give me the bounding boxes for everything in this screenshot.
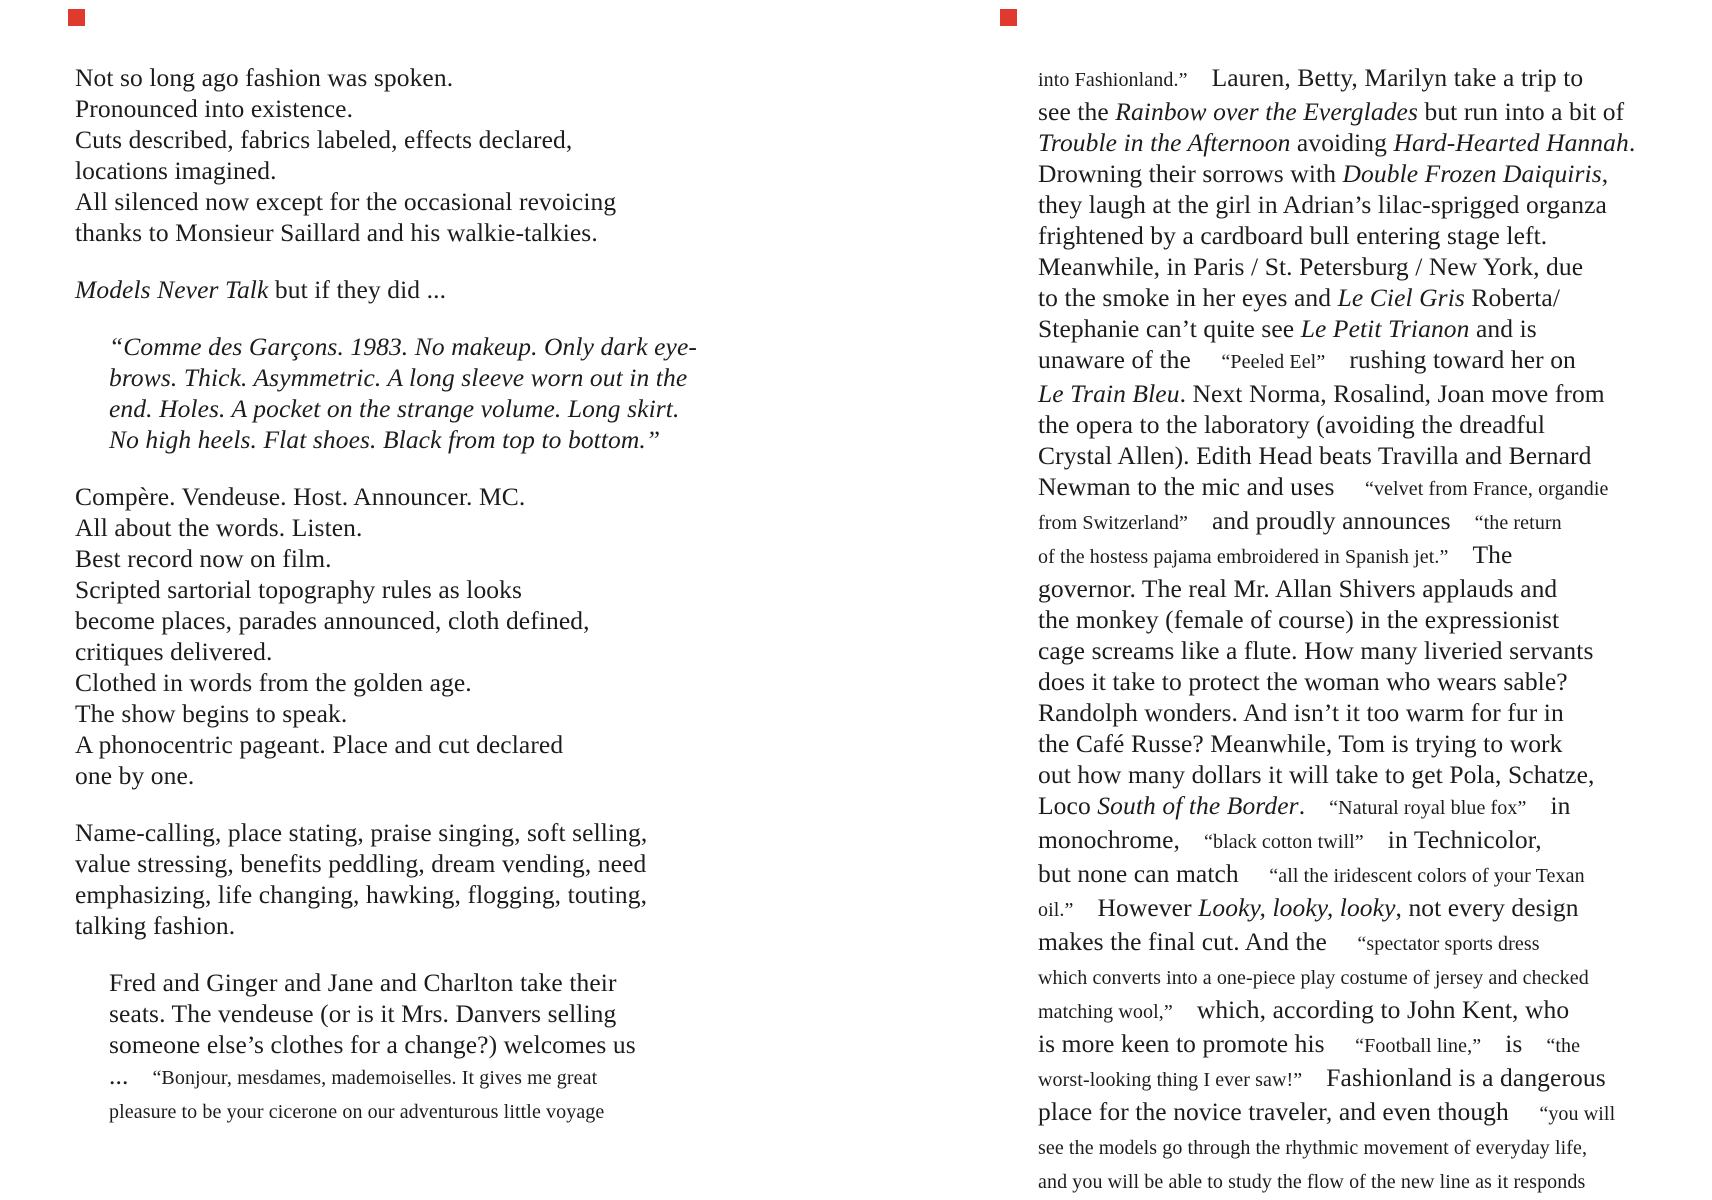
text-segment: Clothed in words from the golden age.: [75, 668, 472, 697]
text-segment: No high heels. Flat shoes. Black from top to bottom.”: [109, 425, 661, 454]
text-line: [109, 331, 697, 362]
text-line: [1038, 635, 1635, 666]
text-segment: out how many dollars it will take to get Pola, Schatze,: [1038, 760, 1595, 789]
right-page-text-column: [1038, 62, 1635, 1198]
text-segment: Name-calling, place stating, praise singing, soft selling,: [75, 818, 648, 847]
text-line: [75, 636, 655, 667]
text-line: [1038, 127, 1635, 158]
text-line: [109, 967, 655, 998]
text-line: [75, 698, 655, 729]
text-line: [75, 217, 655, 248]
text-segment: All silenced now except for the occasional revoicing: [75, 187, 617, 216]
text-segment: , not every design: [1395, 893, 1579, 922]
text-segment: Fashionland is a dangerous: [1326, 1063, 1606, 1092]
left-page-text-column: [75, 62, 697, 1128]
text-segment: governor. The real Mr. Allan Shivers applauds and: [1038, 574, 1558, 603]
paragraph-block: [109, 331, 697, 455]
text-segment: “Comme des Garçons. 1983. No makeup. Only dark eye-: [109, 332, 697, 361]
text-line: [1038, 1096, 1635, 1130]
text-segment: Best record now on film.: [75, 544, 332, 573]
text-segment: Scripted sartorial topography rules as looks: [75, 575, 523, 604]
text-segment: frightened by a cardboard bull entering stage left.: [1038, 221, 1548, 250]
text-line: [109, 1094, 655, 1128]
text-segment: from Switzerland”: [1038, 512, 1188, 534]
text-line: [1038, 824, 1635, 858]
text-line: [75, 848, 655, 879]
text-line: [75, 760, 655, 791]
text-line: [1038, 539, 1635, 573]
text-segment: “Bonjour, mesdames, mademoiselles. It gives me great: [152, 1067, 598, 1089]
text-segment: Trouble in the Afternoon: [1038, 128, 1291, 157]
text-segment: However: [1097, 893, 1199, 922]
text-segment: makes the final cut. And the: [1038, 927, 1334, 956]
text-segment: thanks to Monsieur Saillard and his walkie-talkies.: [75, 218, 598, 247]
text-segment: “black cotton twill”: [1204, 831, 1364, 853]
text-segment: which, according to John Kent, who: [1196, 995, 1570, 1024]
text-line: [75, 667, 655, 698]
text-segment: Roberta/: [1464, 283, 1561, 312]
text-segment: “spectator sports dress: [1357, 933, 1540, 955]
text-line: [109, 393, 680, 424]
text-line: [75, 124, 655, 155]
text-segment: “velvet from France, organdie: [1364, 478, 1609, 500]
text-segment: but none can match: [1038, 859, 1246, 888]
text-segment: Compère. Vendeuse. Host. Announcer. MC.: [75, 482, 526, 511]
text-line: [75, 186, 655, 217]
text-segment: ...: [109, 1061, 129, 1090]
text-line: [75, 62, 655, 93]
text-line: [1038, 994, 1635, 1028]
text-segment: but run into a bit of: [1418, 97, 1625, 126]
text-line: [109, 1060, 655, 1094]
text-line: [75, 879, 655, 910]
text-segment: Fred and Ginger and Jane and Charlton take their: [109, 968, 617, 997]
text-line: [1038, 892, 1635, 926]
text-line: [1038, 604, 1635, 635]
text-segment: . Next Norma, Rosalind, Joan move from: [1179, 379, 1605, 408]
text-segment: place for the novice traveler, and even though: [1038, 1097, 1516, 1126]
text-segment: avoiding: [1290, 128, 1394, 157]
paragraph-block: [109, 967, 655, 1128]
text-segment: in: [1550, 791, 1571, 820]
text-line: [1038, 158, 1635, 189]
text-segment: Randolph wonders. And isn’t it too warm for fur in: [1038, 698, 1564, 727]
text-line: [75, 512, 655, 543]
text-segment: emphasizing, life changing, hawking, flogging, touting,: [75, 880, 648, 909]
text-segment: in Technicolor,: [1387, 825, 1542, 854]
text-segment: matching wool,”: [1038, 1001, 1173, 1023]
text-segment: but if they did ...: [268, 275, 447, 304]
text-segment: of the hostess pajama embroidered in Spanish jet.”: [1038, 546, 1449, 568]
text-line: [1038, 96, 1635, 127]
text-line: [109, 1029, 655, 1060]
right-page-red-square-marker: [1000, 9, 1017, 26]
text-segment: end. Holes. A pocket on the strange volume. Long skirt.: [109, 394, 680, 423]
text-segment: talking fashion.: [75, 911, 236, 940]
text-segment: value stressing, benefits peddling, dream vending, need: [75, 849, 647, 878]
text-segment: Rainbow over the Everglades: [1115, 97, 1418, 126]
text-line: [1038, 378, 1635, 409]
text-segment: is more keen to promote his: [1038, 1029, 1332, 1058]
text-line: [75, 729, 655, 760]
text-segment: Le Petit Trianon: [1300, 314, 1470, 343]
text-line: [1038, 62, 1635, 96]
text-line: [109, 998, 655, 1029]
text-line: [1038, 926, 1635, 960]
text-line: [1038, 440, 1635, 471]
text-segment: the opera to the laboratory (avoiding the dreadful: [1038, 410, 1546, 439]
text-line: [1038, 759, 1635, 790]
text-segment: Le Train Bleu: [1038, 379, 1180, 408]
text-segment: Cuts described, fabrics labeled, effects declared,: [75, 125, 573, 154]
text-segment: become places, parades announced, cloth defined,: [75, 606, 590, 635]
text-line: [75, 274, 655, 305]
text-segment: .: [1628, 128, 1636, 157]
text-segment: into Fashionland.”: [1038, 69, 1188, 91]
text-segment: one by one.: [75, 761, 195, 790]
text-line: [75, 605, 655, 636]
text-segment: .: [1298, 791, 1306, 820]
text-segment: worst-looking thing I ever saw!”: [1038, 1069, 1303, 1091]
text-segment: Pronounced into existence.: [75, 94, 354, 123]
text-segment: pleasure to be your cicerone on our adventurous little voyage: [109, 1101, 605, 1123]
text-segment: Drowning their sorrows with: [1038, 159, 1343, 188]
text-segment: The: [1472, 540, 1513, 569]
text-line: [1038, 697, 1635, 728]
text-segment: rushing toward her on: [1349, 345, 1576, 374]
text-segment: does it take to protect the woman who wears sable?: [1038, 667, 1568, 696]
text-segment: “the: [1546, 1035, 1581, 1057]
text-segment: Crystal Allen). Edith Head beats Travilla and Bernard: [1038, 441, 1592, 470]
text-segment: Models Never Talk: [75, 275, 269, 304]
text-segment: Newman to the mic and uses: [1038, 472, 1341, 501]
text-line: [1038, 1062, 1635, 1096]
text-line: [75, 481, 655, 512]
text-segment: see the models go through the rhythmic movement of everyday life,: [1038, 1137, 1588, 1159]
text-segment: Looky, looky, looky: [1198, 893, 1396, 922]
text-line: [75, 910, 655, 941]
text-segment: “the return: [1474, 512, 1562, 534]
text-segment: is: [1505, 1029, 1523, 1058]
text-segment: Le Ciel Gris: [1337, 283, 1465, 312]
text-segment: All about the words. Listen.: [75, 513, 363, 542]
text-line: [75, 543, 655, 574]
text-line: [1038, 573, 1635, 604]
text-line: [1038, 344, 1635, 378]
text-segment: and is: [1469, 314, 1537, 343]
text-line: [1038, 728, 1635, 759]
text-line: [1038, 220, 1635, 251]
text-line: [75, 93, 655, 124]
text-segment: seats. The vendeuse (or is it Mrs. Danvers selling: [109, 999, 617, 1028]
paragraph-block: [75, 817, 655, 941]
text-line: [109, 424, 661, 455]
text-segment: Stephanie can’t quite see: [1038, 314, 1301, 343]
text-segment: “all the iridescent colors of your Texan: [1269, 865, 1585, 887]
paragraph-block: [75, 481, 655, 791]
text-segment: someone else’s clothes for a change?) welcomes us: [109, 1030, 636, 1059]
text-segment: which converts into a one-piece play costume of jersey and checked: [1038, 967, 1589, 989]
text-segment: “Football line,”: [1355, 1035, 1482, 1057]
text-segment: ,: [1601, 159, 1609, 188]
text-segment: A phonocentric pageant. Place and cut declared: [75, 730, 564, 759]
text-line: [1038, 471, 1635, 505]
text-segment: Hard-Hearted Hannah: [1393, 128, 1629, 157]
paragraph-block: [75, 62, 655, 248]
text-segment: The show begins to speak.: [75, 699, 348, 728]
text-line: [1038, 1164, 1635, 1198]
text-segment: Double Frozen Daiquiris: [1342, 159, 1602, 188]
text-line: [1038, 505, 1635, 539]
text-segment: Meanwhile, in Paris / St. Petersburg / New York, due: [1038, 252, 1584, 281]
text-segment: they laugh at the girl in Adrian’s lilac-sprigged organza: [1038, 190, 1607, 219]
paragraph-block: [75, 274, 655, 305]
text-segment: critiques delivered.: [75, 637, 273, 666]
text-segment: the Café Russe? Meanwhile, Tom is trying to work: [1038, 729, 1563, 758]
text-segment: monochrome,: [1038, 825, 1181, 854]
text-line: [75, 817, 655, 848]
text-line: [1038, 960, 1635, 994]
text-segment: and proudly announces: [1211, 506, 1451, 535]
text-segment: see the: [1038, 97, 1116, 126]
text-segment: cage screams like a flute. How many liveried servants: [1038, 636, 1594, 665]
text-segment: South of the Border: [1097, 791, 1299, 820]
text-line: [1038, 1130, 1635, 1164]
text-segment: “Natural royal blue fox”: [1329, 797, 1527, 819]
text-segment: Not so long ago fashion was spoken.: [75, 63, 454, 92]
text-segment: to the smoke in her eyes and: [1038, 283, 1338, 312]
text-line: [75, 155, 655, 186]
left-page-red-square-marker: [68, 9, 85, 26]
text-segment: locations imagined.: [75, 156, 277, 185]
text-line: [1038, 313, 1635, 344]
text-segment: unaware of the: [1038, 345, 1198, 374]
text-line: [1038, 409, 1635, 440]
text-segment: and you will be able to study the flow of the new line as it responds: [1038, 1171, 1586, 1193]
text-line: [1038, 666, 1635, 697]
text-line: [1038, 790, 1635, 824]
text-segment: “Peeled Eel”: [1221, 351, 1326, 373]
text-line: [1038, 282, 1635, 313]
text-line: [1038, 189, 1635, 220]
text-segment: “you will: [1539, 1103, 1616, 1125]
text-line: [1038, 251, 1635, 282]
text-line: [75, 574, 655, 605]
paragraph-block: [1038, 62, 1635, 1198]
text-segment: oil.”: [1038, 899, 1074, 921]
text-segment: Lauren, Betty, Marilyn take a trip to: [1211, 63, 1584, 92]
text-segment: the monkey (female of course) in the expressionist: [1038, 605, 1560, 634]
text-segment: brows. Thick. Asymmetric. A long sleeve worn out in the: [109, 363, 688, 392]
text-line: [1038, 1028, 1635, 1062]
text-segment: Loco: [1038, 791, 1098, 820]
text-line: [1038, 858, 1635, 892]
text-line: [109, 362, 688, 393]
